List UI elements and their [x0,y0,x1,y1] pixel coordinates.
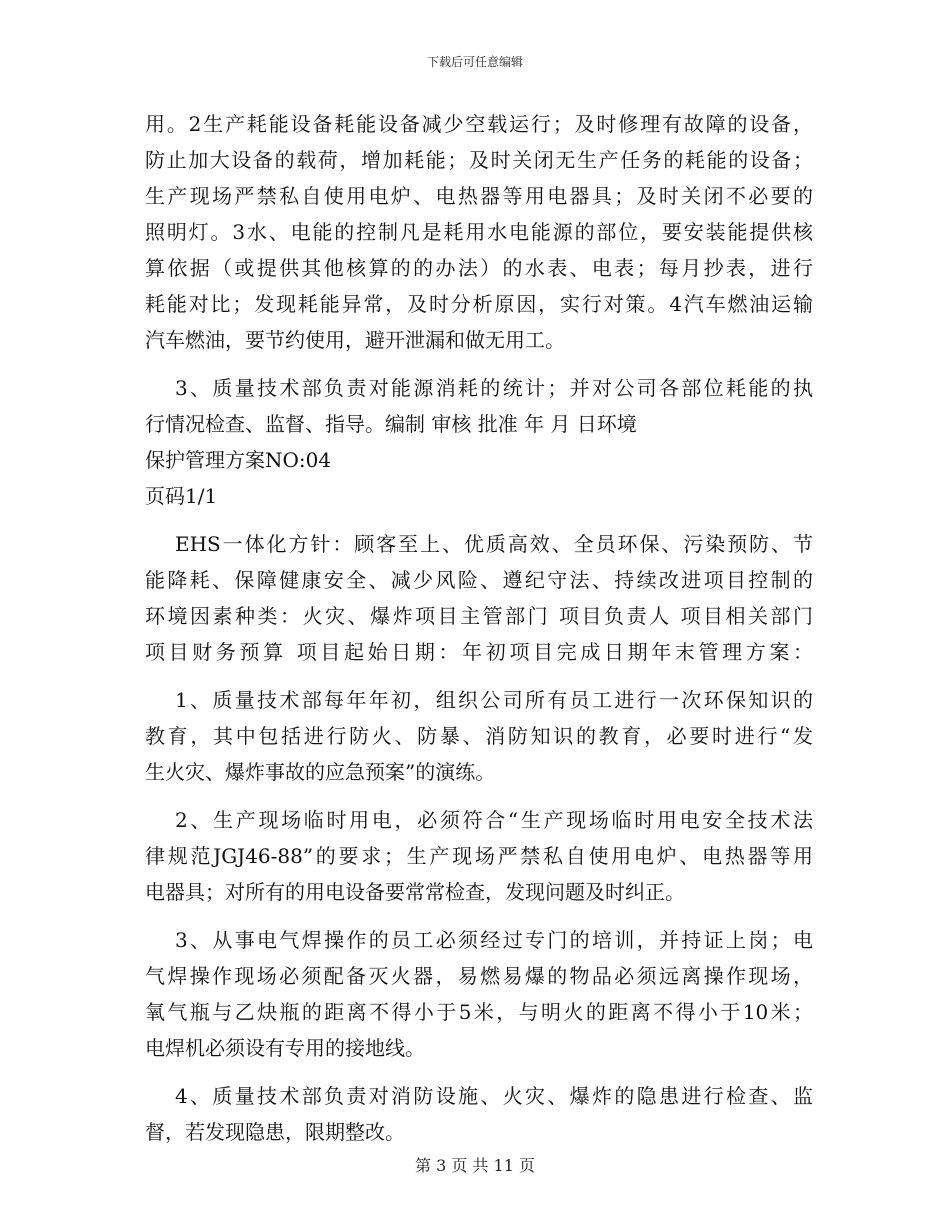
text-line: 生产现场严禁私自使用电炉、电热器等用电器具；及时关闭不必要的 [145,184,813,208]
text-line: 1、质量技术部每年年初，组织公司所有员工进行一次环保知识的 [175,688,813,712]
text-line: 保护管理方案NO:04 [145,448,332,472]
text-line: 电器具；对所有的用电设备要常常检查，发现问题及时纠正。 [145,880,685,904]
text-line: 2、生产现场临时用电，必须符合“生产现场临时用电安全技术法 [175,808,813,832]
text-line: 3、从事电气焊操作的员工必须经过专门的培训，并持证上岗；电 [175,928,813,952]
text-line: 行情况检查、监督、指导。编制 审核 批准 年 月 日环境 [145,412,637,436]
text-line: EHS一体化方针：顾客至上、优质高效、全员环保、污染预防、节 [175,532,813,556]
page-footer: 第 3 页 共 11 页 [415,1156,535,1175]
text-line: 能降耗、保障健康安全、减少风险、遵纪守法、持续改进项目控制的 [145,568,813,592]
text-line: 项目财务预算 项目起始日期：年初项目完成日期年末管理方案： [145,640,813,664]
text-line: 环境因素种类：火灾、爆炸项目主管部门 项目负责人 项目相关部门 [145,604,813,628]
text-line: 3、质量技术部负责对能源消耗的统计；并对公司各部位耗能的执 [175,376,813,400]
text-line: 督，若发现隐患，限期整改。 [145,1120,405,1144]
text-line: 算依据（或提供其他核算的的办法）的水表、电表；每月抄表，进行 [145,256,813,280]
text-line: 气焊操作现场必须配备灭火器，易燃易爆的物品必须远离操作现场， [145,964,813,988]
text-line: 耗能对比；发现耗能异常，及时分析原因，实行对策。4汽车燃油运输 [145,292,813,316]
text-line: 汽车燃油，要节约使用，避开泄漏和做无用工。 [145,328,565,352]
text-line: 照明灯。3水、电能的控制凡是耗用水电能源的部位，要安装能提供核 [145,220,813,244]
text-line: 电焊机必须设有专用的接地线。 [145,1036,425,1060]
text-line: 页码1/1 [145,484,218,508]
text-line: 氧气瓶与乙炔瓶的距离不得小于5米，与明火的距离不得小于10米； [145,1000,813,1024]
text-line: 用。2生产耗能设备耗能设备减少空载运行；及时修理有故障的设备， [145,112,813,136]
text-line: 4、质量技术部负责对消防设施、火灾、爆炸的隐患进行检查、监 [175,1084,813,1108]
text-line: 律规范JGJ46-88”的要求；生产现场严禁私自使用电炉、电热器等用 [145,844,813,868]
text-line: 防止加大设备的载荷，增加耗能；及时关闭无生产任务的耗能的设备； [145,148,813,172]
text-line: 教育，其中包括进行防火、防暴、消防知识的教育，必要时进行“发 [145,724,813,748]
text-line: 生火灾、爆炸事故的应急预案”的演练。 [145,760,496,784]
page-header: 下载后可任意编辑 [426,55,523,69]
